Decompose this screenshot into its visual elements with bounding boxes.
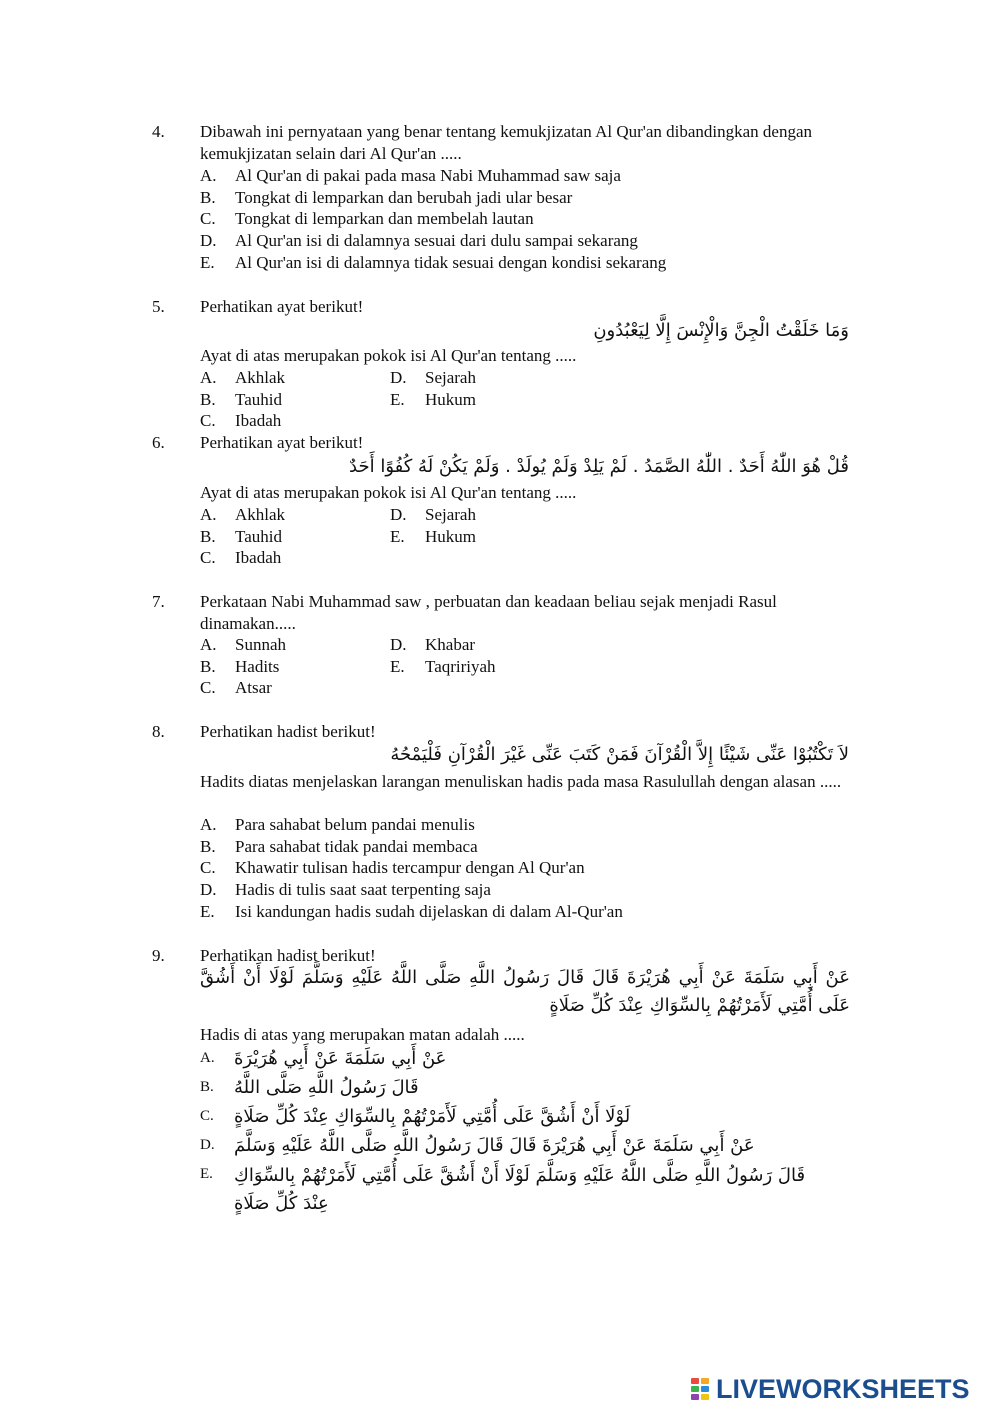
option-letter: D. (200, 1137, 215, 1153)
option-letter: D. (390, 505, 407, 524)
question-number: 5. (152, 297, 165, 316)
option-text: Sejarah (425, 505, 476, 524)
option-text: Hadis di tulis saat saat terpenting saja (235, 880, 491, 899)
option-letter: A. (200, 166, 217, 185)
option-d (390, 504, 476, 526)
option-letter: C. (200, 678, 216, 697)
liveworksheets-logo (690, 1374, 970, 1404)
question-number: 6. (152, 433, 165, 452)
logo-tile (691, 1378, 699, 1384)
option-d (390, 634, 475, 656)
option-letter: B. (200, 188, 216, 207)
option-a (200, 165, 621, 187)
option-text: Isi kandungan hadis sudah dijelaskan di dalam Al-Qur'an (235, 902, 623, 921)
question-text: Perkataan Nabi Muhammad saw , perbuatan dan keadaan beliau sejak menjadi Rasul dinamakan..... (200, 592, 777, 633)
option-text: عَنْ أَبِي سَلَمَةَ عَنْ أَبِي هُرَيْرَةَ (234, 1048, 447, 1069)
option-letter: E. (200, 253, 215, 272)
option-text: لَوْلَا أَنْ أَشُقَّ عَلَى أُمَّتِي لَأَمَرْتُهُمْ بِالسِّوَاكِ عِنْدَ كُلِّ صَلَاةٍ (234, 1106, 631, 1127)
option-letter: C. (200, 858, 216, 877)
logo-tile (701, 1378, 709, 1384)
option-text: Ibadah (235, 411, 282, 430)
option-c (200, 1104, 850, 1132)
option-letter: B. (200, 390, 216, 409)
option-a (200, 504, 285, 526)
option-d (200, 879, 491, 901)
option-letter: A. (200, 635, 217, 654)
option-text: Atsar (235, 678, 272, 697)
option-letter: C. (200, 411, 216, 430)
option-letter: C. (200, 1108, 214, 1124)
option-d (200, 230, 638, 252)
question-number: 7. (152, 592, 165, 611)
question-number: 8. (152, 722, 165, 741)
option-letter: B. (200, 527, 216, 546)
option-text: Al Qur'an isi di dalamnya tidak sesuai dengan kondisi sekarang (235, 253, 667, 272)
option-text: Para sahabat tidak pandai membaca (235, 837, 478, 856)
option-letter: A. (200, 815, 217, 834)
question-text: Perhatikan hadist berikut! (200, 946, 376, 965)
question-number: 4. (152, 122, 165, 141)
option-letter: A. (200, 505, 217, 524)
option-a (200, 634, 286, 656)
question-text: Perhatikan hadist berikut! (200, 722, 376, 741)
option-text: Sunnah (235, 635, 286, 654)
option-text: Hukum (425, 390, 476, 409)
logo-tile (691, 1386, 699, 1392)
option-letter: D. (200, 231, 217, 250)
option-letter: D. (390, 368, 407, 387)
option-d (200, 1133, 850, 1161)
option-letter: E. (390, 527, 405, 546)
liveworksheets-icon (690, 1377, 710, 1401)
option-text: Para sahabat belum pandai menulis (235, 815, 475, 834)
question-prompt: Ayat di atas merupakan pokok isi Al Qur'an tentang ..... (200, 346, 577, 365)
option-letter: C. (200, 548, 216, 567)
option-a (200, 1046, 850, 1074)
option-letter: E. (390, 390, 405, 409)
question-number: 9. (152, 946, 165, 965)
option-letter: A. (200, 368, 217, 387)
option-text: Tongkat di lemparkan dan berubah jadi ular besar (235, 188, 573, 207)
option-letter: D. (200, 880, 217, 899)
option-c (200, 677, 272, 699)
option-text: Ibadah (235, 548, 282, 567)
brand-name: LIVEWORKSHEETS (716, 1373, 970, 1404)
option-text: Al Qur'an isi di dalamnya sesuai dari dulu sampai sekarang (235, 231, 638, 250)
option-text: Taqririyah (425, 657, 496, 676)
option-text: Tauhid (235, 527, 282, 546)
option-e (200, 252, 666, 274)
option-letter: A. (200, 1050, 215, 1066)
question-prompt: Hadits diatas menjelaskan larangan menuliskan hadis pada masa Rasulullah dengan alasan ..... (200, 772, 842, 791)
option-text: Akhlak (235, 368, 286, 387)
option-e (390, 389, 476, 411)
option-b (200, 836, 478, 858)
option-text: عَنْ أَبِي سَلَمَةَ عَنْ أَبِي هُرَيْرَةَ قَالَ قَالَ رَسُولُ اللَّهِ صَلَّى اللَّهُ عَلَيْهِ وَسَلَّمَ (234, 1135, 755, 1156)
arabic-verse: قُلْ هُوَ اللّٰهُ أَحَدٌ . اللّٰهُ الصَّمَدُ . لَمْ يَلِدْ وَلَمْ يُولَدْ . وَلَمْ يَكُنْ لَهُ كُفُوًا أَحَدٌ (349, 456, 849, 477)
option-text: قَالَ رَسُولُ اللَّهِ صَلَّى اللَّهُ عَلَيْهِ وَسَلَّمَ لَوْلَا أَنْ أَشُقَّ عَلَى أُمَّتِي لَأَمَرْتُهُمْ بِالسِّوَاكِ عِنْدَ كُلِّ صَلَاةٍ (234, 1165, 806, 1214)
option-text: Al Qur'an di pakai pada masa Nabi Muhammad saw saja (235, 166, 621, 185)
option-d (390, 367, 476, 389)
option-e (390, 656, 496, 678)
question-prompt: Ayat di atas merupakan pokok isi Al Qur'an tentang ..... (200, 483, 577, 502)
arabic-verse: وَمَا خَلَقْتُ الْجِنَّ وَالْإِنْسَ إِلَّا لِيَعْبُدُونِ (593, 320, 849, 341)
option-letter: E. (390, 657, 405, 676)
option-c (200, 410, 281, 432)
question-prompt: Hadis di atas yang merupakan matan adalah ..... (200, 1025, 525, 1044)
option-a (200, 814, 475, 836)
option-e (390, 526, 476, 548)
option-letter: E. (200, 1166, 213, 1182)
option-b (200, 526, 282, 548)
option-text: Tongkat di lemparkan dan membelah lautan (235, 209, 534, 228)
logo-tile (701, 1394, 709, 1400)
question-text: Perhatikan ayat berikut! (200, 297, 364, 316)
option-text: Tauhid (235, 390, 282, 409)
option-letter: B. (200, 1079, 214, 1095)
option-text: Khawatir tulisan hadis tercampur dengan Al Qur'an (235, 858, 585, 877)
option-letter: B. (200, 837, 216, 856)
option-letter: C. (200, 209, 216, 228)
option-b (200, 656, 279, 678)
arabic-hadith: لاَ تَكْتُبُوْا عَنِّى شَيْئًا إِلاَّ الْقُرْآنَ فَمَنْ كَتَبَ عَنِّى غَيْرَ الْقُرْآنِ فَلْيَمْحُهُ (390, 744, 849, 765)
option-text: Sejarah (425, 368, 476, 387)
option-text: Hukum (425, 527, 476, 546)
option-b (200, 187, 572, 209)
option-b (200, 1075, 850, 1103)
question-text: Dibawah ini pernyataan yang benar tentang kemukjizatan Al Qur'an dibandingkan dengan kemukjizatan selain dari Al Qur'an ..... (200, 122, 813, 163)
option-a (200, 367, 285, 389)
option-e (200, 1162, 850, 1218)
option-text: Akhlak (235, 505, 286, 524)
option-text: Hadits (235, 657, 280, 676)
option-c (200, 857, 585, 879)
option-c (200, 547, 281, 569)
question-text: Perhatikan ayat berikut! (200, 433, 364, 452)
option-b (200, 389, 282, 411)
option-text: Khabar (425, 635, 476, 654)
option-text: قَالَ رَسُولُ اللَّهِ صَلَّى اللَّهُ (234, 1077, 419, 1098)
logo-tile (691, 1394, 699, 1400)
arabic-hadith: عَنْ أَبِي سَلَمَةَ عَنْ أَبِي هُرَيْرَةَ قَالَ قَالَ رَسُولُ اللَّهِ صَلَّى اللَّهُ عَلَيْهِ وَسَلَّمَ لَوْلَا أَنْ أَشُقَّ عَلَى أُمَّتِي لَأَمَرْتُهُمْ بِالسِّوَاكِ عِنْدَ كُلِّ صَلَاةٍ (200, 967, 850, 1016)
option-c (200, 208, 534, 230)
option-e (200, 901, 623, 923)
option-letter: D. (390, 635, 407, 654)
logo-tile (701, 1386, 709, 1392)
option-letter: E. (200, 902, 215, 921)
option-letter: B. (200, 657, 216, 676)
